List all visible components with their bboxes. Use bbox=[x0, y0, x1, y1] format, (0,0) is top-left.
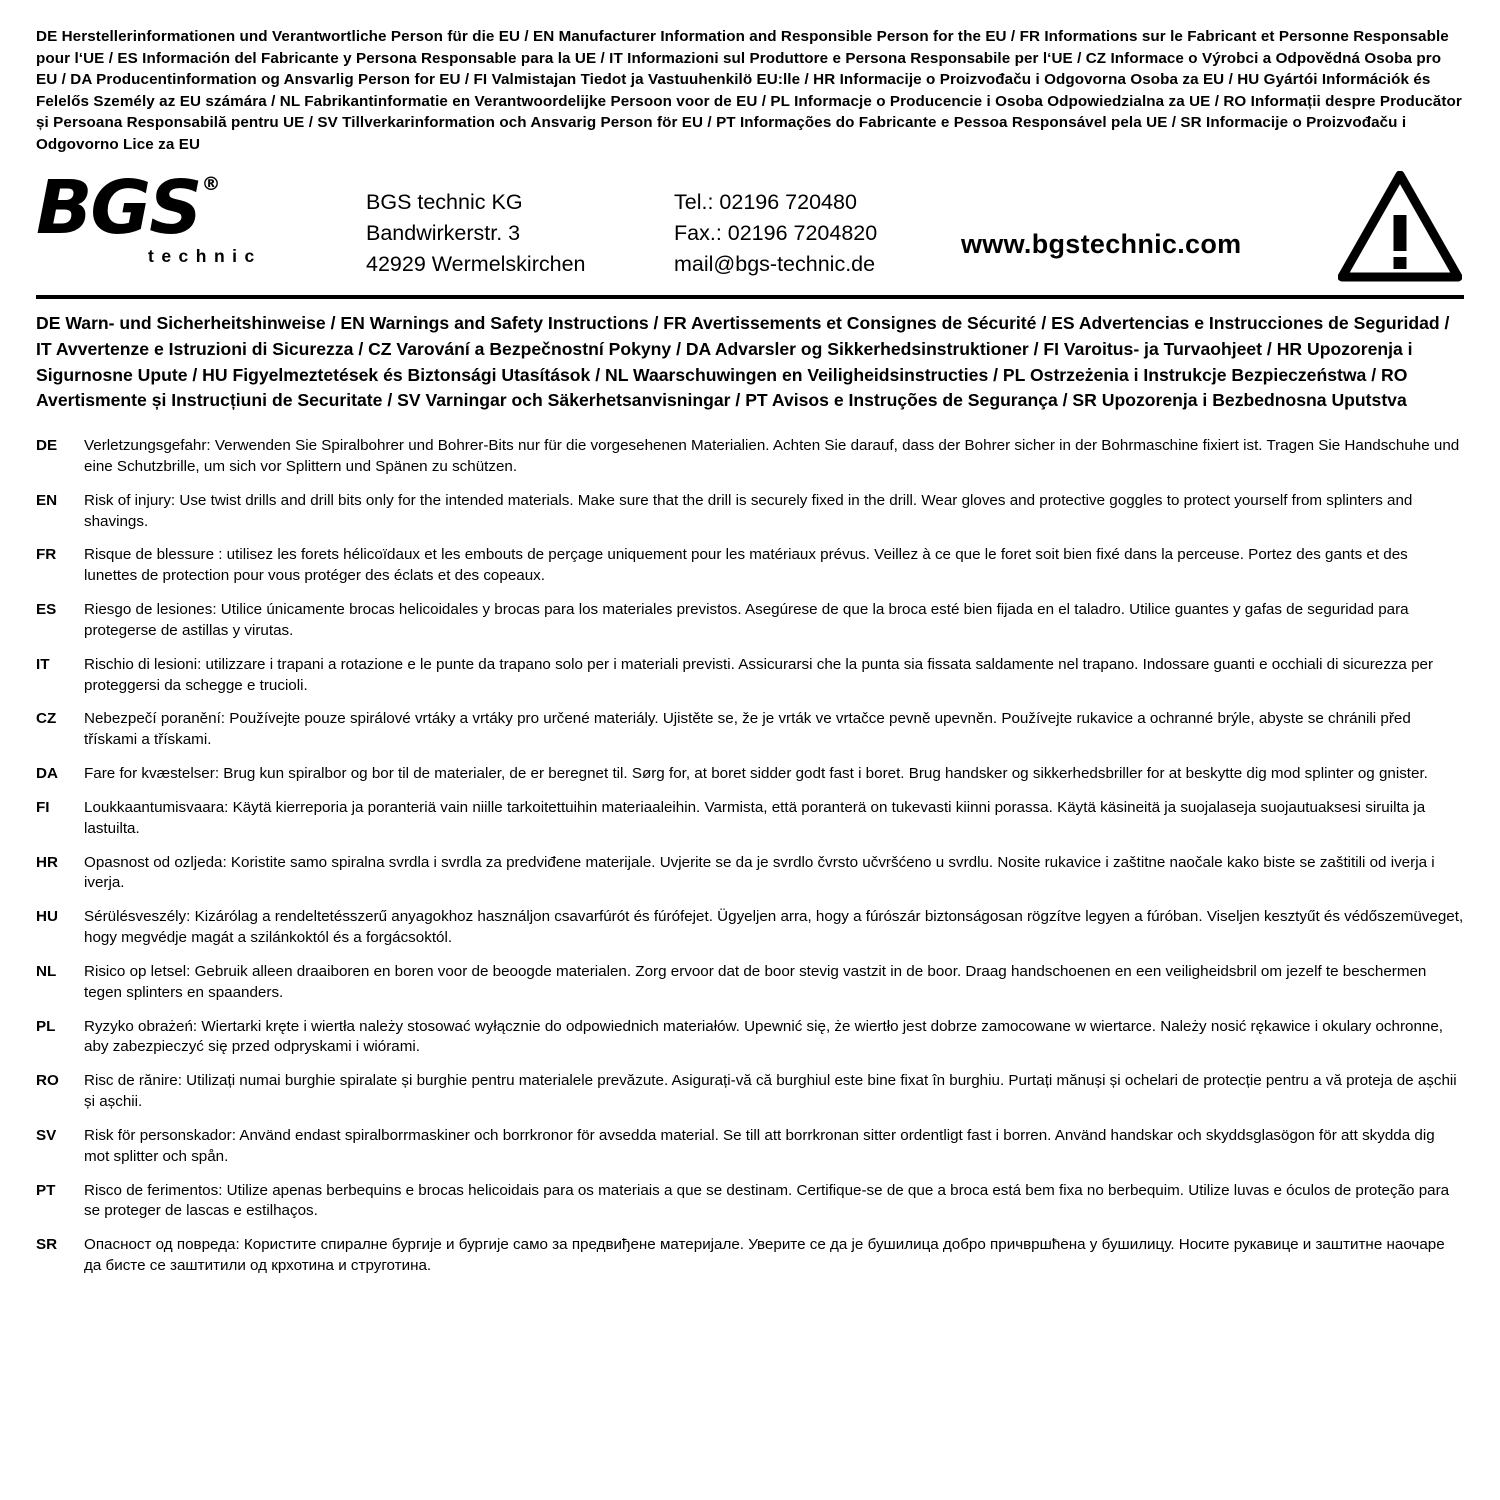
list-item bbox=[36, 1181, 1464, 1223]
language-text: Fare for kvæstelser: Brug kun spiralbor og bor til de materialer, de er beregnet til. Sørg for, at boret sidder godt fast i boret. Brug handsker og sikkerhedsbriller for at beskytte dig mod splinter og gnister. bbox=[84, 765, 1428, 783]
language-code: RO bbox=[36, 1072, 59, 1090]
language-text: Opasnost od ozljeda: Koristite samo spiralna svrdla i svrdla za predviđene materijale. Uvjerite se da je svrdlo čvrsto učvršćeno u svrdlu. Nosite rukavice i zaštitne naočale kako biste se zaštitili od iverja i iverja. bbox=[84, 853, 1435, 892]
contact-email[interactable]: mail@bgs-technic.de bbox=[674, 251, 876, 276]
language-text: Nebezpečí poranění: Používejte pouze spirálové vrtáky a vrtáky pro určené materiály. Ujistěte se, že je vrták ve vrtačce pevně upevněn. Používejte rukavice a ochranné brýle, abyste se chránili před třískami a třískami. bbox=[84, 710, 1411, 749]
company-website[interactable]: www.bgstechnic.com bbox=[961, 229, 1242, 260]
language-text: Sérülésveszély: Kizárólag a rendeltetésszerű anyagokhoz használjon csavarfúrót és fúrófejet. Ügyeljen arra, hogy a fúrószár biztonságosan rögzítve legyen a fúróban. Viseljen kesztyűt és védőszemüveget, hogy megvédje magát a szilánkoktól és a forgácsoktól. bbox=[84, 908, 1464, 947]
list-item bbox=[36, 764, 1464, 785]
warning-triangle-icon bbox=[1338, 171, 1462, 283]
list-item bbox=[36, 1017, 1464, 1059]
address-line-2: Bandwirkerstr. 3 bbox=[366, 220, 521, 245]
logo-word-text: BGS bbox=[36, 165, 201, 252]
language-text: Risc de rănire: Utilizați numai burghie spiralate și burghie pentru materialele prevăzute. Asigurați-vă că burghiul este bine fixat în burghiu. Purtați mănuși și ochelari de protecție pentru a vă proteja de așchii și așchii. bbox=[84, 1072, 1457, 1111]
language-code: PL bbox=[36, 1017, 56, 1035]
language-code: SV bbox=[36, 1126, 57, 1144]
list-item bbox=[36, 1126, 1464, 1168]
language-code: DE bbox=[36, 437, 58, 455]
language-text: Loukkaantumisvaara: Käytä kierreporia ja poranteriä vain niille tarkoitettuihin materiaaleihin. Varmista, että poranterä on tukevasti kiinni porassa. Käytä käsineitä ja suojalaseja suojautuaksesi siruilta ja lastuilta. bbox=[84, 798, 1426, 837]
language-code: HR bbox=[36, 853, 58, 871]
company-header-block bbox=[36, 167, 1464, 299]
language-text: Risk för personskador: Använd endast spiralborrmaskiner och borrkronor för avsedda material. Se till att borrkronan sitter ordentligt fast i borren. Använd handskar och skyddsglasögon för att skydda dig mot splitter och spån. bbox=[84, 1126, 1435, 1165]
company-address bbox=[366, 187, 585, 279]
contact-fax: Fax.: 02196 7204820 bbox=[674, 220, 878, 245]
warnings-section-title: DE Warn- und Sicherheitshinweise / EN Warnings and Safety Instructions / FR Avertissements et Consignes de Sécurité / ES Advertencias e Instrucciones de Seguridad / IT Avvertenze e Istruzioni di Sicurezza / CZ Varování a Bezpečnostní Pokyny / DA Advarsler og Sikkerhedsinstruktioner / FI Varoitus- ja Turvaohjeet / HR Upozorenja i Sigurnosne Upute / HU Figyelmeztetések és Biztonsági Utasítások / NL Waarschuwingen en Veiligheidsinstructies / PL Ostrzeżenia i Instrukcje Bezpieczeństwa / RO Avertismente și Instrucțiuni de Securitate / SV Varningar och Säkerhetsanvisningar / PT Avisos e Instruções de Segurança / SR Upozorenja i Bezbednosna Uputstva bbox=[36, 313, 1450, 411]
bgs-logo bbox=[36, 165, 304, 266]
language-text: Опасност од повреда: Користите спиралне бургије и бургије само за предвиђене материјале. Уверите се да је бушилица добро причвршћена у бушилицу. Носите рукавице и заштитне наочаре да бисте се заштитили од крхотина и струготина. bbox=[84, 1236, 1445, 1274]
list-item bbox=[36, 798, 1464, 840]
registered-trademark-icon: ® bbox=[201, 173, 221, 196]
language-text: Risk of injury: Use twist drills and drill bits only for the intended materials. Make sure that the drill is securely fixed in the drill. Wear gloves and protective goggles to protect yourself from splinters and shavings. bbox=[84, 491, 1413, 530]
language-text: Rischio di lesioni: utilizzare i trapani a rotazione e le punte da trapano solo per i materiali previsti. Assicurarsi che la punta sia fissata saldamente nel trapano. Indossare guanti e occhiali di sicurezza per proteggersi da schegge e trucioli. bbox=[84, 655, 1434, 694]
language-code: SR bbox=[36, 1236, 58, 1254]
list-item bbox=[36, 709, 1464, 751]
list-item bbox=[36, 655, 1464, 697]
list-item bbox=[36, 491, 1464, 533]
company-contact bbox=[674, 187, 877, 279]
language-code: NL bbox=[36, 962, 57, 980]
language-code: FR bbox=[36, 546, 57, 564]
list-item bbox=[36, 853, 1464, 895]
language-text: Risico op letsel: Gebruik alleen draaiboren en boren voor de beoogde materialen. Zorg ervoor dat de boor stevig vastzit in de boor. Draag handschoenen en een veiligheidsbril om jezelf te beschermen tegen splinters en spaanders. bbox=[84, 962, 1427, 1001]
language-entries-list bbox=[36, 436, 1464, 1277]
language-text: Risque de blessure : utilisez les forets hélicoïdaux et les embouts de perçage uniquement pour les matériaux prévus. Veillez à ce que le foret soit bien fixé dans la perceuse. Portez des gants et des lunettes de protection pour vous protéger des éclats et des copeaux. bbox=[84, 546, 1408, 585]
language-code: IT bbox=[36, 655, 50, 673]
language-text: Riesgo de lesiones: Utilice únicamente brocas helicoidales y brocas para los materiales previstos. Asegúrese de que la broca esté bien fijada en el taladro. Utilice guantes y gafas de seguridad para protegerse de astillas y virutas. bbox=[84, 601, 1409, 639]
language-code: PT bbox=[36, 1181, 56, 1199]
language-code: CZ bbox=[36, 710, 57, 728]
list-item bbox=[36, 436, 1464, 478]
list-item bbox=[36, 545, 1464, 587]
manufacturer-info-header: DE Herstellerinformationen und Verantwortliche Person für die EU / EN Manufacturer Information and Responsible Person for the EU / FR Informations sur le Fabricant et Personne Responsable pour l‘UE / ES Información del Fabricante y Persona Responsable para la UE / IT Informazioni sul Produttore e Persona Responsabile per l‘UE / CZ Informace o Výrobci a Odpovědná Osoba pro EU / DA Producentinformation og Ansvarlig Person for EU / FI Valmistajan Tiedot ja Vastuuhenkilö EU:lle / HR Informacije o Proizvođaču i Odgovorna Osoba za EU / HU Gyártói Információk és Felelős Személy az EU számára / NL Fabrikantinformatie en Verantwoordelijke Persoon voor de EU / PL Informacje o Producencie i Osoba Odpowiedzialna za UE / RO Informații despre Producător și Persoana Responsabilă pentru UE / SV Tillverkarinformation och Ansvarig Person för EU / PT Informações do Fabricante e Pessoa Responsável pela UE / SR Informacije o Proizvođaču i Odgovorno Lice za EU bbox=[36, 28, 1462, 153]
language-text: Verletzungsgefahr: Verwenden Sie Spiralbohrer und Bohrer-Bits nur für die vorgesehenen Materialien. Achten Sie darauf, dass der Bohrer sicher in der Bohrmaschine fixiert ist. Tragen Sie Handschuhe und eine Schutzbrille, um sich vor Splittern und Spänen zu schützen. bbox=[84, 437, 1460, 475]
logo-wordmark bbox=[36, 165, 221, 252]
list-item bbox=[36, 1071, 1464, 1113]
contact-phone: Tel.: 02196 720480 bbox=[674, 190, 857, 215]
language-code: HU bbox=[36, 908, 58, 926]
address-line-3: 42929 Wermelskirchen bbox=[366, 251, 586, 276]
language-text: Ryzyko obrażeń: Wiertarki kręte i wiertła należy stosować wyłącznie do odpowiednich materiałów. Upewnić się, że wiertło jest dobrze zamocowane w wiertarce. Należy nosić rękawice i okulary ochronne, aby zabezpieczyć się przed odpryskami i wiórami. bbox=[84, 1017, 1444, 1056]
list-item bbox=[36, 907, 1464, 949]
language-code: ES bbox=[36, 601, 57, 619]
logo-subtitle: technic bbox=[148, 245, 262, 266]
language-code: EN bbox=[36, 491, 58, 509]
language-code: DA bbox=[36, 765, 58, 783]
list-item bbox=[36, 600, 1464, 642]
language-text: Risco de ferimentos: Utilize apenas berbequins e brocas helicoidais para os materiais a que se destinam. Certifique-se de que a broca está bem fixa no berbequim. Utilize luvas e óculos de proteção para se proteger de lascas e estilhaços. bbox=[84, 1181, 1450, 1220]
address-line-1: BGS technic KG bbox=[366, 190, 523, 215]
list-item bbox=[36, 1235, 1464, 1277]
list-item bbox=[36, 962, 1464, 1004]
language-code: FI bbox=[36, 798, 50, 816]
